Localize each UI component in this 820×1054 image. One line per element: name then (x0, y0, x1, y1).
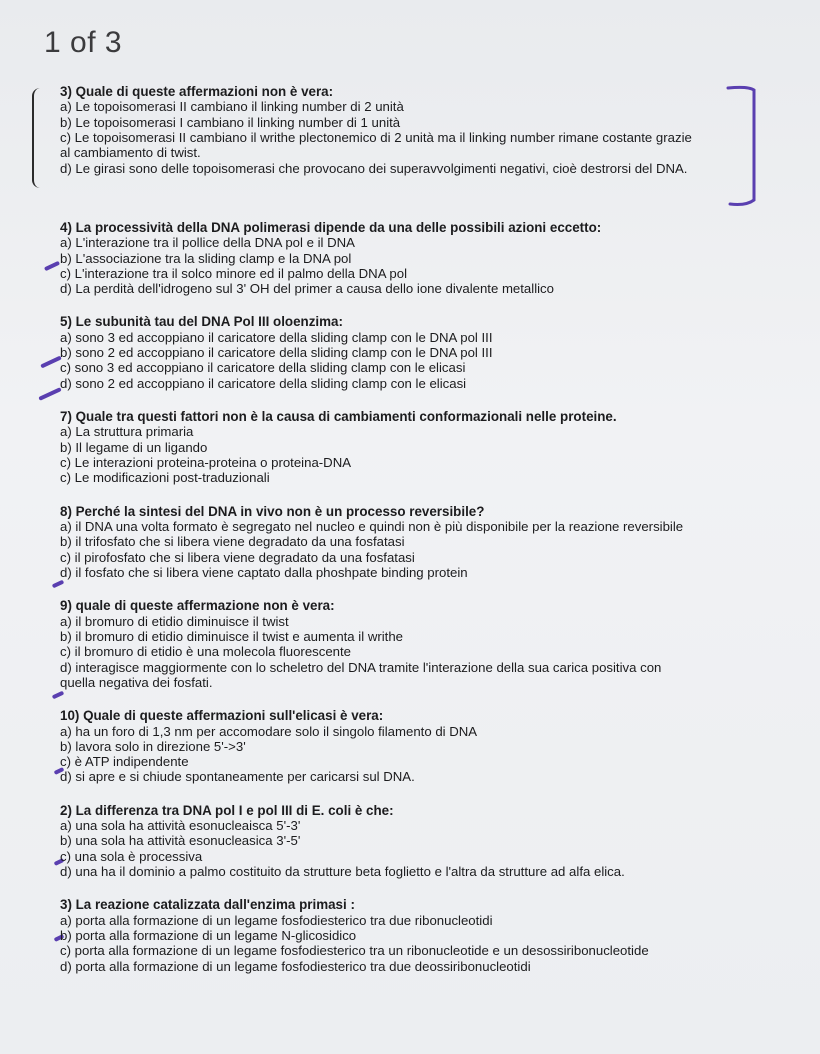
option-c: c) è ATP indipendente (60, 754, 189, 770)
question-3a (60, 84, 760, 176)
option-a: a) Le topoisomerasi II cambiano il linking number di 2 unità (60, 99, 404, 115)
option-d: d) porta alla formazione di un legame fosfodiesterico tra due deossiribonucleotidi (60, 958, 531, 974)
handwritten-bracket-left (32, 88, 46, 188)
option-a: a) il bromuro di etidio diminuisce il twist (60, 613, 289, 629)
option-b: b) L'associazione tra la sliding clamp e la DNA pol (60, 250, 352, 266)
question-8 (60, 504, 760, 581)
question-5 (60, 314, 760, 391)
option-b: b) lavora solo in direzione 5'->3' (60, 738, 246, 754)
question-3b (60, 897, 760, 974)
option-c: c) sono 3 ed accoppiano il caricatore della sliding clamp con le elicasi (60, 360, 466, 376)
option-d: d) Le girasi sono delle topoisomerasi che provocano dei superavvolgimenti negativi, cioè destrorsi del DNA. (60, 160, 688, 176)
option-c: c) L'interazione tra il solco minore ed il palmo della DNA pol (60, 265, 408, 281)
option-b: b) Il legame di un ligando (60, 439, 208, 455)
option-d: d) il fosfato che si libera viene captato dalla phoshpate binding protein (60, 564, 468, 580)
option-d: d) interagisce maggiormente con lo scheletro del DNA tramite l'interazione della sua carica positiva con (60, 659, 662, 675)
option-d: d) La perdità dell'idrogeno sul 3' OH del primer a causa dello ione divalente metallico (60, 281, 554, 297)
question-title: 3) Quale di queste affermazioni non è vera: (60, 84, 334, 99)
option-c-continued: al cambiamento di twist. (60, 145, 201, 161)
option-d: d) si apre e si chiude spontaneamente per caricarsi sul DNA. (60, 769, 415, 785)
option-b: b) porta alla formazione di un legame N-glicosidico (60, 928, 357, 944)
pen-mark-q4a (44, 261, 60, 271)
option-d: d) una ha il dominio a palmo costituito da strutture beta foglietto e l'altra da strutture ad alfa elica. (60, 864, 625, 880)
pen-mark-q5a (40, 356, 62, 369)
option-b: b) il trifosfato che si libera viene degradato da una fosfatasi (60, 534, 405, 550)
option-a: a) L'interazione tra il pollice della DNA pol e il DNA (60, 235, 355, 251)
question-10 (60, 708, 760, 785)
option-c: c) Le topoisomerasi II cambiano il writhe plectonemico di 2 unità ma il linking number rimane costante grazie (60, 130, 692, 145)
question-title: 2) La differenza tra DNA pol I e pol III di E. coli è che: (60, 802, 394, 818)
option-c-second: c) Le modificazioni post-traduzionali (60, 470, 270, 486)
option-c: c) porta alla formazione di un legame fosfodiesterico tra un ribonucleotide e un desossiribonucleotide (60, 943, 649, 959)
option-a: a) La struttura primaria (60, 424, 194, 440)
option-b: b) una sola ha attività esonucleasica 3'-5' (60, 833, 301, 849)
option-a: a) il DNA una volta formato è segregato nel nucleo e quindi non è più disponibile per la reazione reversibile (60, 519, 684, 535)
question-list (60, 84, 760, 974)
option-c: c) Le interazioni proteina-proteina o proteina-DNA (60, 455, 352, 471)
question-title: 5) Le subunità tau del DNA Pol III oloenzima: (60, 314, 343, 330)
question-title: 9) quale di queste affermazione non è vera: (60, 598, 335, 614)
question-title: 8) Perché la sintesi del DNA in vivo non è un processo reversibile? (60, 503, 485, 519)
option-c: c) il bromuro di etidio è una molecola fluorescente (60, 644, 352, 660)
question-title: 10) Quale di queste affermazioni sull'elicasi è vera: (60, 708, 384, 724)
option-a: a) sono 3 ed accoppiano il caricatore della sliding clamp con le DNA pol III (60, 329, 493, 345)
option-c: c) una sola è processiva (60, 848, 203, 864)
question-title: 3) La reazione catalizzata dall'enzima primasi : (60, 897, 355, 913)
question-7 (60, 409, 760, 486)
option-a: a) porta alla formazione di un legame fosfodiesterico tra due ribonucleotidi (60, 912, 493, 928)
pen-mark-q5c (38, 387, 61, 401)
option-a: a) una sola ha attività esonucleaisca 5'-3' (60, 818, 301, 834)
page-counter: 1 of 3 (44, 26, 123, 59)
question-title: 7) Quale tra questi fattori non è la causa di cambiamenti conformazionali nelle proteine. (60, 409, 617, 425)
question-4 (60, 220, 760, 297)
option-b: b) sono 2 ed accoppiano il caricatore della sliding clamp con le DNA pol III (60, 345, 493, 361)
option-c: c) il pirofosfato che si libera viene degradato da una fosfatasi (60, 549, 415, 565)
option-b: b) il bromuro di etidio diminuisce il twist e aumenta il writhe (60, 628, 404, 644)
question-title: 4) La processività della DNA polimerasi dipende da una delle possibili azioni eccetto: (60, 219, 602, 235)
option-d-continued: quella negativa dei fosfati. (60, 674, 213, 690)
option-d: d) sono 2 ed accoppiano il caricatore della sliding clamp con le elicasi (60, 375, 467, 391)
question-2 (60, 803, 760, 880)
question-9 (60, 598, 760, 690)
option-a: a) ha un foro di 1,3 nm per accomodare solo il singolo filamento di DNA (60, 723, 478, 739)
option-b: b) Le topoisomerasi I cambiano il linking number di 1 unità (60, 114, 401, 130)
